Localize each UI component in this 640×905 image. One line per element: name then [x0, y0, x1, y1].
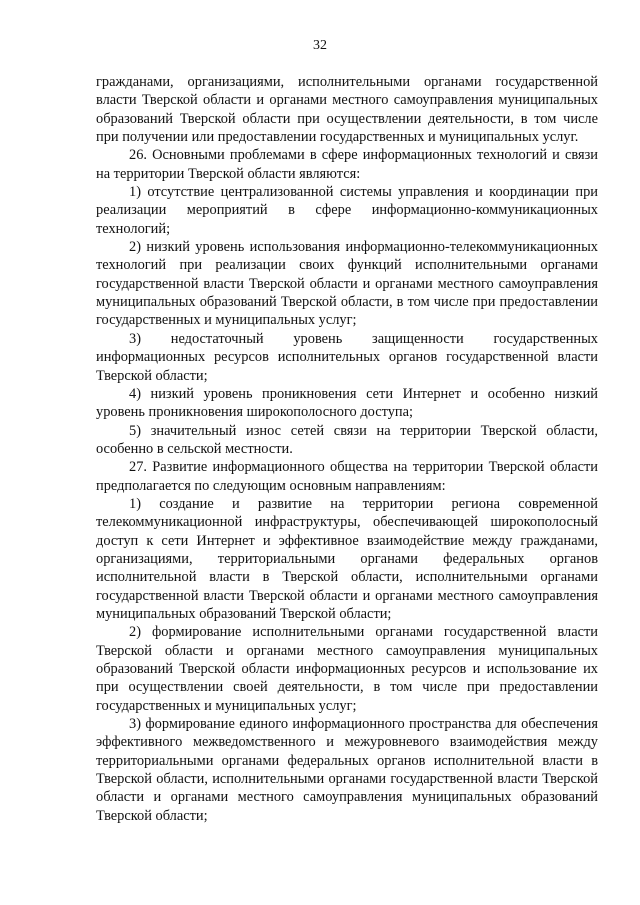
paragraph-26-subitem-5: 5) значительный износ сетей связи на территории Тверской области, особенно в сельской местности. [96, 422, 598, 457]
paragraph-26-subitem-2: 2) низкий уровень использования информационно-телекоммуникационных технологий при реализации своих функций исполнительными органами государственной власти Тверской области и органами местного самоуправления муниципальных образований Тверской области, в том числе при предоставлении государственных и муниципальных услуг; [96, 239, 598, 329]
paragraph-26-subitem-3: 3) недостаточный уровень защищенности государственных информационных ресурсов исполнительных органов государственной власти Тверской области; [96, 330, 598, 384]
document-body [96, 73, 598, 825]
paragraph-26-subitem-4: 4) низкий уровень проникновения сети Интернет и особенно низкий уровень проникновения широкополосного доступа; [96, 385, 598, 421]
paragraph-27-subitem-1: 1) создание и развитие на территории региона современной телекоммуникационной инфраструктуры, обеспечивающей широкополосный доступ к сети Интернет и эффективное взаимодействие между гражданами, организациями, территориальными органами федеральных органов исполнительной власти в Тверской области, исполнительными органами государственной власти Тверской области и органами местного самоуправления муниципальных образований Тверской области; [96, 495, 598, 622]
paragraph-27-subitem-3: 3) формирование единого информационного пространства для обеспечения эффективного межведомственного и межуровневого взаимодействия между территориальными органами федеральных органов исполнительной власти в Тверской области, исполнительными органами государственной власти Тверской области и органами местного самоуправления муниципальных образований Тверской области; [96, 716, 598, 824]
paragraph-item-26: 26. Основными проблемами в сфере информационных технологий и связи на территории Тверской области являются: [96, 147, 598, 182]
page-number: 32 [313, 38, 327, 53]
paragraph-27-subitem-2: 2) формирование исполнительными органами государственной власти Тверской области и органами местного самоуправления муниципальных образований Тверской области информационных ресурсов и использование их при осуществлении своей деятельности, в том числе при предоставлении государственных и муниципальных услуг; [96, 624, 598, 714]
paragraph-26-subitem-1: 1) отсутствие централизованной системы управления и координации при реализации мероприятий в сфере информационно-коммуникационных технологий; [96, 184, 598, 237]
paragraph-item-27: 27. Развитие информационного общества на территории Тверской области предполагается по следующим основным направлениям: [96, 459, 598, 494]
paragraph-continuation: гражданами, организациями, исполнительными органами государственной власти Тверской области и органами местного самоуправления муниципальных образований Тверской области при осуществлении деятельности, в том числе при получении или предоставлении государственных и муниципальных услуг. [96, 74, 598, 146]
